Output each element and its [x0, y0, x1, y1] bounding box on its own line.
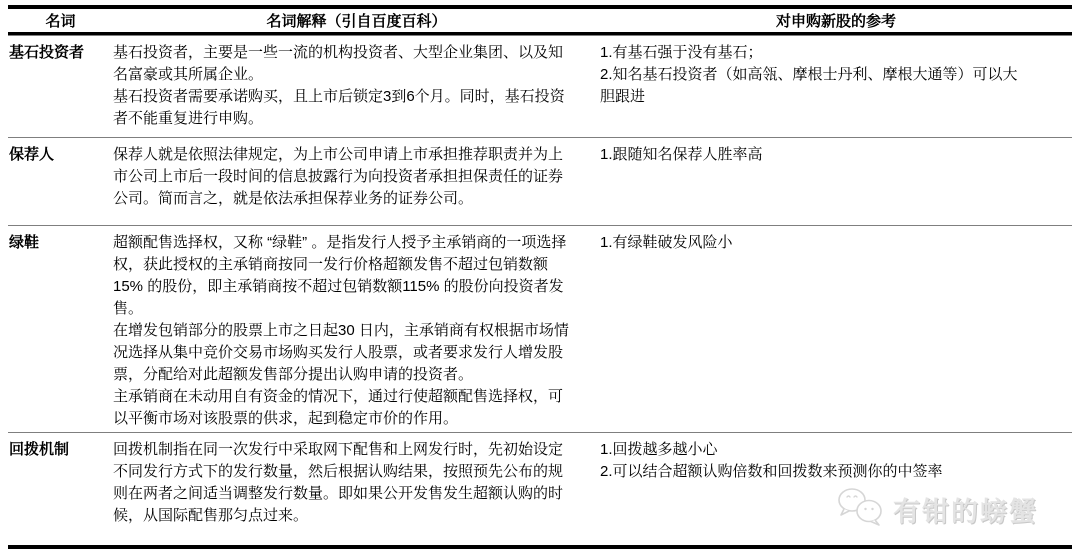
explanation-paragraph: 基石投资者，主要是一些一流的机构投资者、大型企业集团、以及知名富豪或其所属企业。 [113, 44, 564, 83]
reference-point: 2.可以结合超额认购倍数和回拨数来预测你的中签率 [600, 463, 943, 480]
explanation-cell [113, 433, 600, 545]
explanation-paragraph: 在增发包销部分的股票上市之日起30 日内，主承销商有权根据市场情况选择从集中竞价交易市场购买发行人股票，或者要求发行人增发股票，分配给对此超额发售部分提出认购申请的投资者。 [113, 322, 569, 383]
explanation-paragraph: 保荐人就是依照法律规定，为上市公司申请上市承担推荐职责并为上市公司上市后一段时间的信息披露行为向投资者承担担保责任的证券公司。简而言之，就是依法承担保荐业务的证券公司。 [113, 146, 564, 207]
explanation-paragraph: 基石投资者需要承诺购买，且上市后锁定3到6个月。同时，基石投资者不能重复进行申购。 [113, 88, 565, 127]
explanation-cell [113, 138, 600, 225]
reference-point: 1.跟随知名保荐人胜率高 [600, 146, 763, 163]
watermark-text: 有钳的螃蟹 [893, 497, 1038, 527]
explanation-cell [113, 36, 600, 137]
watermark [837, 487, 1038, 532]
term-cell: 保荐人 [9, 146, 55, 163]
reference-point: 1.回拨越多越小心 [600, 441, 718, 458]
column-header-reference: 对申购新股的参考 [775, 13, 896, 30]
column-header-term: 名词 [45, 13, 76, 30]
table-row [8, 225, 1072, 432]
term-cell: 绿鞋 [9, 234, 40, 251]
reference-cell [600, 36, 1072, 137]
table-row [8, 137, 1072, 225]
explanation-paragraph: 主承销商在未动用自有资金的情况下，通过行使超额配售选择权，可以平衡市场对该股票的供求，起到稳定市价的作用。 [113, 388, 564, 427]
term-cell: 回拨机制 [9, 441, 70, 458]
term-cell: 基石投资者 [9, 44, 85, 61]
explanation-cell [113, 226, 600, 432]
column-header-explanation: 名词解释（引自百度百科） [266, 13, 447, 30]
explanation-paragraph: 回拨机制指在同一次发行中采取网下配售和上网发行时，先初始设定不同发行方式下的发行数量，然后根据认购结果，按照预先公布的规则在两者之间适当调整发行数量。即如果公开发售发生超额认购的时候，从国际配售那匀点过来。 [113, 441, 564, 524]
wechat-logo-icon [837, 487, 885, 532]
glossary-table [8, 5, 1072, 549]
reference-point: 1.有基石强于没有基石； [600, 44, 763, 61]
reference-cell [600, 226, 1072, 432]
explanation-paragraph: 超额配售选择权，又称 “绿鞋” 。是指发行人授予主承销商的一项选择权，获此授权的主承销商按同一发行价格超额发售不超过包销数额15% 的股份，即主承销商按不超过包销数额115% 的股份向投资者发售。 [113, 234, 567, 317]
table-row [8, 35, 1072, 137]
table-header-row [8, 9, 1072, 35]
reference-point: 1.有绿鞋破发风险小 [600, 234, 733, 251]
reference-cell [600, 138, 1072, 225]
reference-point: 2.知名基石投资者（如高瓴、摩根士丹利、摩根大通等）可以大胆跟进 [600, 66, 1018, 105]
